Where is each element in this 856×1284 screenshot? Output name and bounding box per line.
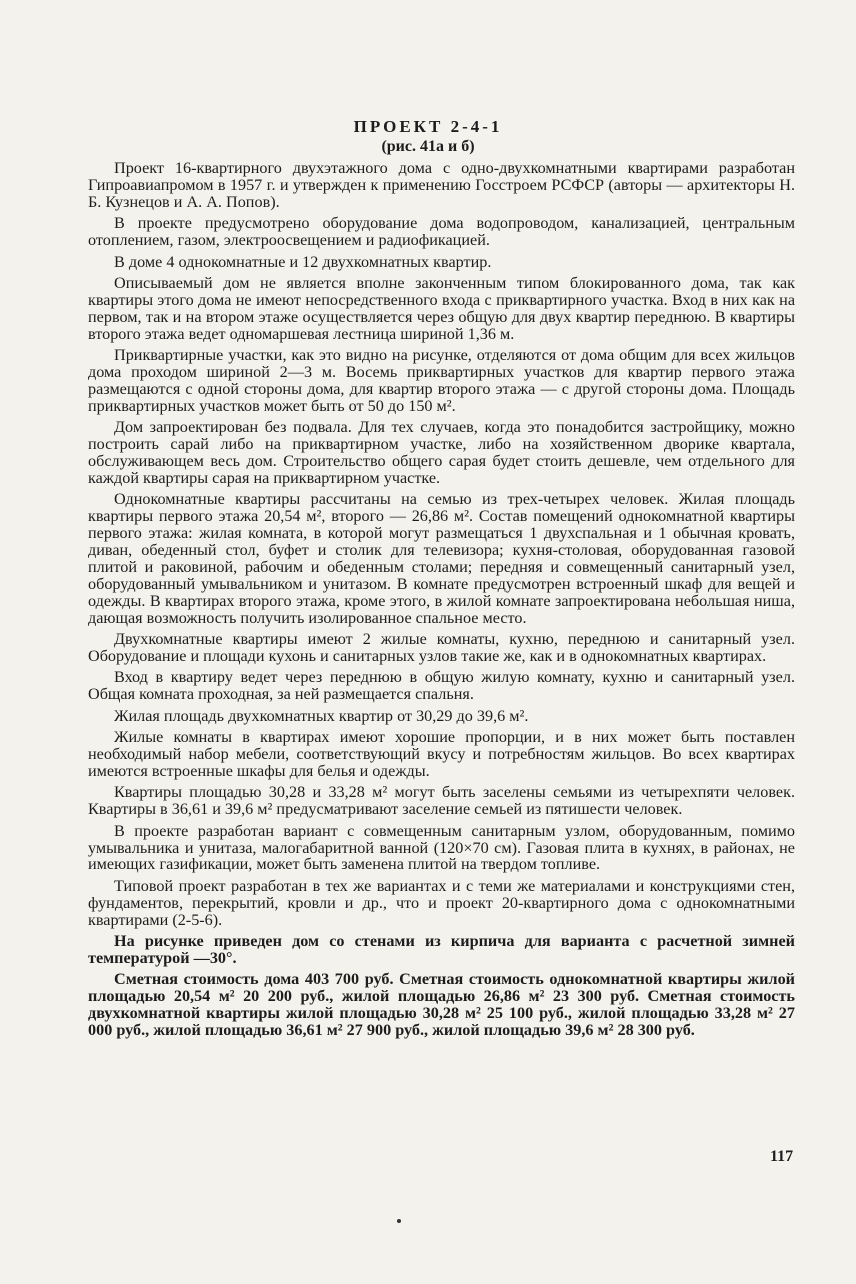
paragraph-two-room: Двухкомнатные квартиры имеют 2 жилые комнаты, кухню, переднюю и санитарный узел. Оборудование и площади кухонь и санитарных узлов такие же, как и в однокомнатных квартирах. — [88, 630, 795, 665]
paragraph-materials: Типовой проект разработан в тех же вариантах и с теми же материалами и конструкциями стен, фундаментов, перекрытий, кровли и др., что и проект 20-квартирного дома с однокомнатными квартирами (2-5-6). — [88, 876, 795, 929]
page-number: 117 — [770, 1148, 794, 1165]
paragraph-figure-note: На рисунке приведен дом со стенами из кирпича для варианта с расчетной зимней температурой —30°. — [88, 932, 795, 967]
paragraph-plots: Приквартирные участки, как это видно на рисунке, отделяются от дома общим для всех жильцов дома проходом шириной 2—3 м. Восемь приквартирных участков для квартир первого этажа размещаются с одной стороны дома, для квартир второго этажа — с другой стороны дома. Площадь приквартирных участков может быть от 50 до 150 м². — [88, 346, 795, 415]
paragraph-utilities: В проекте предусмотрено оборудование дома водопроводом, канализацией, центральным отоплением, газом, электроосвещением и радиофикацией. — [88, 214, 795, 250]
paragraph-occupancy: Квартиры площадью 30,28 и 33,28 м² могут быть заселены семьями из четырехпяти человек. Квартиры в 36,61 и 39,6 м² предусматривают заселение семьей из пятишести человек. — [88, 783, 795, 819]
body-text — [88, 160, 795, 1044]
paragraph-layout: Вход в квартиру ведет через переднюю в общую жилую комнату, кухню и санитарный узел. Общая комната проходная, за ней размещается спальня. — [88, 668, 795, 704]
paragraph-apartment-count: В доме 4 однокомнатные и 12 двухкомнатных квартир. — [114, 252, 492, 271]
paragraph-basement: Дом запроектирован без подвала. Для тех случаев, когда это понадобится застройщику, можно построить сарай либо на приквартирном участке, либо на хозяйственном дворике квартала, обслуживающем весь дом. Строительство общего сарая будет стоить дешевле, чем отдельного для каждой квартиры сарая на приквартирном участке. — [88, 418, 795, 487]
project-title: ПРОЕКТ 2-4-1 — [353, 117, 503, 136]
paragraph-entrance: Описываемый дом не является вполне законченным типом блокированного дома, так как квартиры этого дома не имеют непосредственного входа с приквартирного участка. Вход в них как на первом, так и на втором этаже осуществляется через общую для двух квартир переднюю. В квартиры второго этажа ведет одномаршевая лестница шириной 1,36 м. — [88, 273, 795, 343]
paragraph-one-room: Однокомнатные квартиры рассчитаны на семью из трех-четырех человек. Жилая площадь квартиры первого этажа 20,54 м², второго — 26,86 м². Состав помещений однокомнатной квартиры первого этажа: жилая комната, в которой могут размещаться 1 двухспальная и 1 обычная кровать, диван, обеденный стол, буфет и столик для телевизора; кухня-столовая, оборудованная газовой плитой и раковиной, рабочим и обеденным столами; передняя и совмещенный санитарный узел, оборудованный умывальником и унитазом. В комнате предусмотрен встроенный шкаф для вещей и одежды. В квартирах второго этажа, кроме этого, в жилой комнате запроектирована небольшая ниша, дающая возможность получить изолированное спальное место. — [88, 490, 795, 627]
paragraph-cost: Сметная стоимость дома 403 700 руб. Сметная стоимость однокомнатной квартиры жилой площадью 20,54 м² 20 200 руб., жилой площадью 26,86 м² 23 300 руб. Сметная стоимость двухкомнатной квартиры жилой площадью 30,28 м² 25 100 руб., жилой площадью 33,28 м² 27 000 руб., жилой площадью 36,61 м² 27 900 руб., жилой площадью 39,6 м² 28 300 руб. — [88, 970, 795, 1040]
paragraph-authors: Проект 16-квартирного двухэтажного дома с одно-двухкомнатными квартирами разработан Гипроавиапромом в 1957 г. и утвержден к применению Госстроем РСФСР (авторы — архитекторы Н. Б. Кузнецов и А. А. Попов). — [88, 159, 795, 211]
figure-reference: (рис. 41а и б) — [381, 138, 475, 155]
print-speck — [397, 1219, 401, 1223]
paragraph-furniture: Жилые комнаты в квартирах имеют хорошие пропорции, и в них может быть поставлен необходимый набор мебели, соответствующий вкусу и потребностям жильцов. Во всех квартирах имеются встроенные шкафы для белья и одежды. — [88, 728, 795, 780]
paragraph-bathroom-variant: В проекте разработан вариант с совмещенным санитарным узлом, оборудованным, помимо умывальника и унитаза, малогабаритной ванной (120×70 см). Газовая плита в кухнях, в районах, не имеющих газификации, может быть заменена плитой на твердом топливе. — [88, 821, 795, 874]
paragraph-living-area: Жилая площадь двухкомнатных квартир от 30,29 до 39,6 м². — [114, 706, 529, 725]
title-block — [0, 117, 856, 156]
